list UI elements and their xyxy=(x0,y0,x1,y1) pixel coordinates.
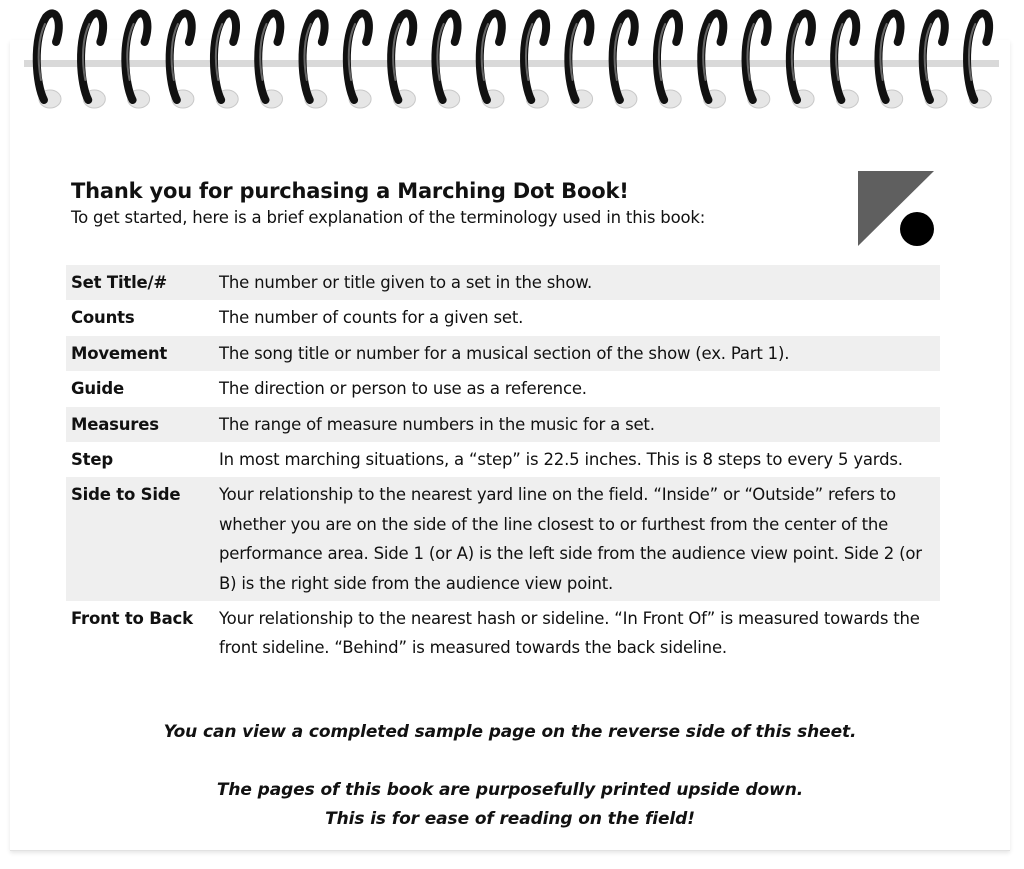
flag-dot-logo-icon xyxy=(857,170,937,248)
intro-text: To get started, here is a brief explanation of the terminology used in this book: xyxy=(71,208,706,227)
table-row xyxy=(66,336,940,371)
term-name: Step xyxy=(71,450,113,470)
term-definition: The song title or number for a musical section of the show (ex. Part 1). xyxy=(214,336,940,371)
term-definition: The number of counts for a given set. xyxy=(219,308,524,328)
term-name: Side to Side xyxy=(66,477,214,601)
upside-down-note-line2: This is for ease of reading on the field! xyxy=(325,809,695,829)
table-row xyxy=(66,477,940,601)
term-name: Measures xyxy=(66,407,214,442)
table-row xyxy=(66,265,940,300)
page-title: Thank you for purchasing a Marching Dot Book! xyxy=(71,179,629,203)
table-row xyxy=(66,442,940,477)
table-row xyxy=(66,371,940,406)
term-definition: In most marching situations, a “step” is 22.5 inches. This is 8 steps to every 5 yards. xyxy=(219,450,903,470)
term-definition: The range of measure numbers in the music for a set. xyxy=(214,407,940,442)
term-definition: Your relationship to the nearest hash or sideline. “In Front Of” is measured towards the front sideline. “Behind” is measured towards the back sideline. xyxy=(219,609,920,658)
term-name: Set Title/# xyxy=(66,265,214,300)
table-row xyxy=(66,601,940,666)
header xyxy=(71,176,831,230)
spiral-binding-icon xyxy=(0,0,1024,130)
term-name: Guide xyxy=(71,379,124,399)
term-definition: Your relationship to the nearest yard line on the field. “Inside” or “Outside” refers to whether you are on the side of the line closest to or furthest from the center of the performance area. Side 1 (or A) is the left side from the audience view point. Side 2 (or B) is the right side from the audience view point. xyxy=(214,477,940,601)
term-name: Movement xyxy=(66,336,214,371)
table-row xyxy=(66,300,940,335)
upside-down-note xyxy=(10,776,1010,834)
term-name: Front to Back xyxy=(71,609,193,629)
term-name: Counts xyxy=(71,308,135,328)
table-row xyxy=(66,407,940,442)
upside-down-note-line1: The pages of this book are purposefully printed upside down. xyxy=(216,780,804,800)
terminology-table xyxy=(66,265,940,666)
term-definition: The number or title given to a set in the show. xyxy=(214,265,940,300)
sample-page-note: You can view a completed sample page on the reverse side of this sheet. xyxy=(163,722,857,742)
term-definition: The direction or person to use as a reference. xyxy=(219,379,587,399)
